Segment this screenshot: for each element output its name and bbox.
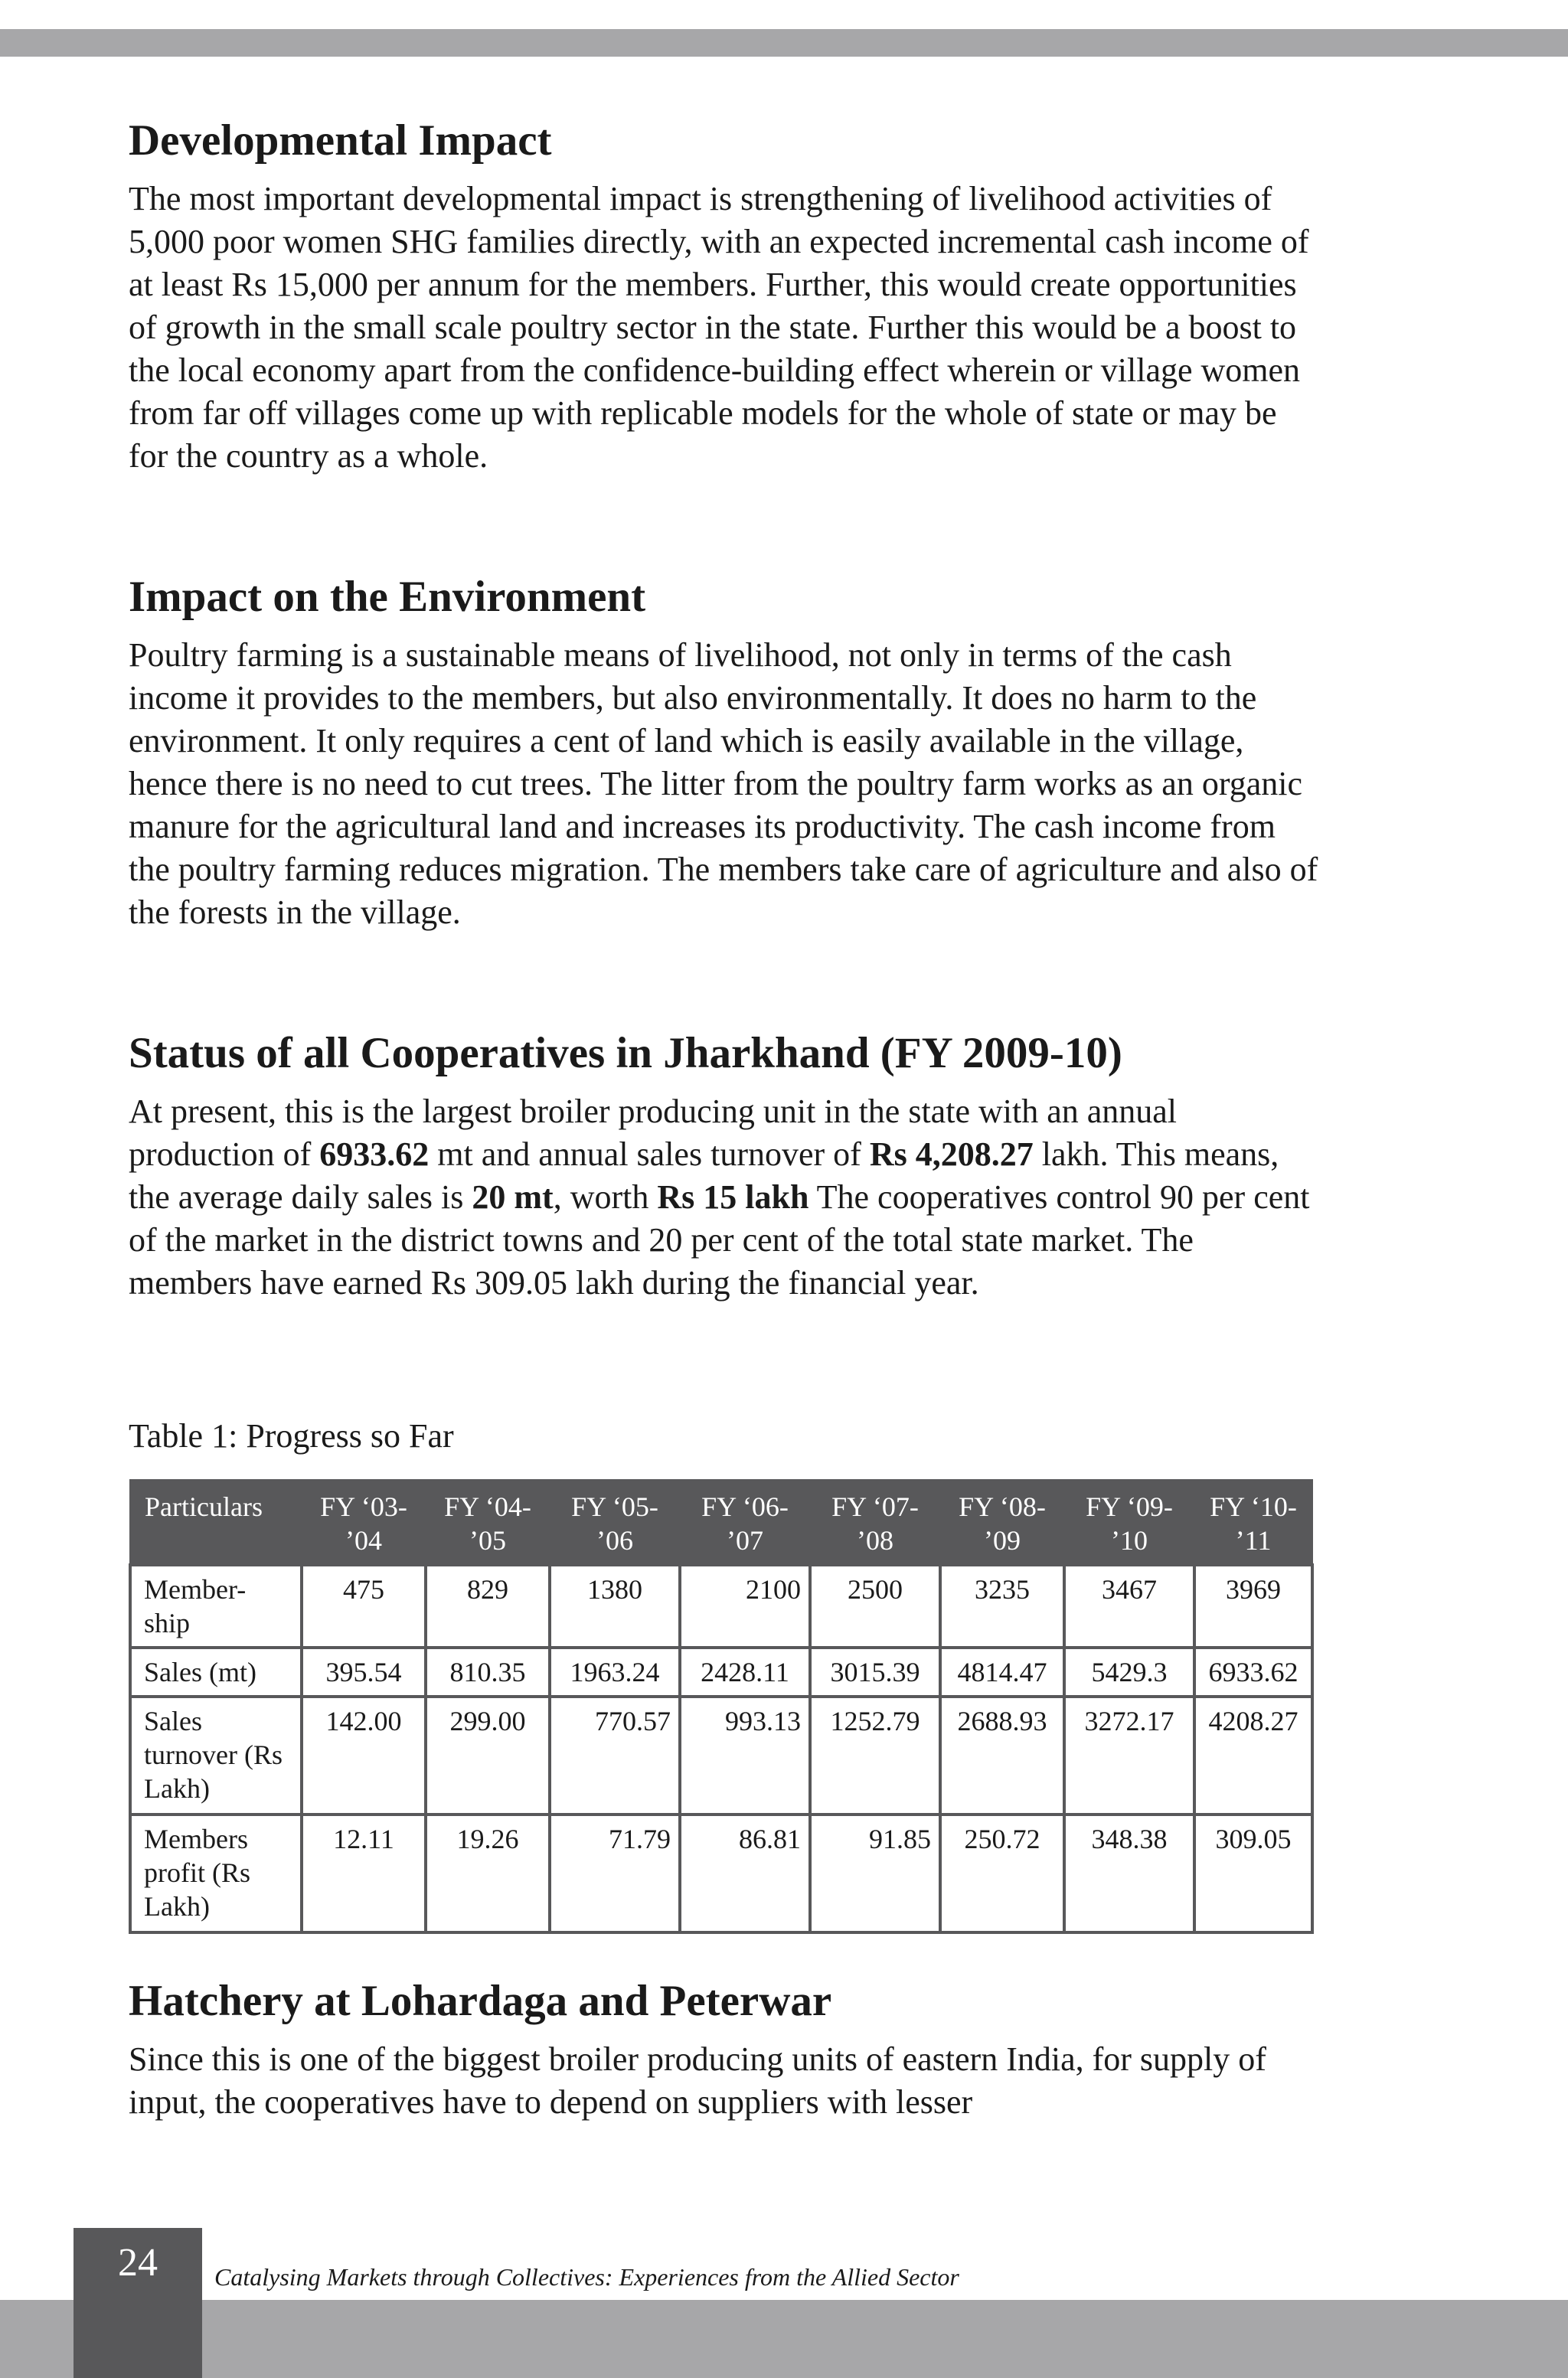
section-body bbox=[129, 1090, 1323, 1305]
table-cell: 2100 bbox=[680, 1565, 810, 1648]
bold-sales-turnover: Rs 4,208.27 bbox=[869, 1135, 1034, 1174]
column-header: FY ‘10- ’11 bbox=[1194, 1480, 1312, 1565]
section-heading: Impact on the Environment bbox=[129, 573, 646, 621]
column-header: Particulars bbox=[130, 1480, 302, 1565]
section-cooperatives-status bbox=[129, 1027, 1323, 1305]
table-cell: 4814.47 bbox=[940, 1648, 1064, 1697]
top-decorative-bar bbox=[0, 29, 1568, 57]
section-body: Poultry farming is a sustainable means of livelihood, not only in terms of the cash income it provides to the members, but also environmentally. It does no harm to the environment. It only requires a cent of land which is easily available in the village, hence there is no need to cut trees. The litter from the poultry farm works as an organic manure for the agricultural land and increases its productivity. The cash income from the poultry farming reduces migration. The members take care of agriculture and also of the forests in the village. bbox=[129, 636, 1318, 932]
progress-table-container bbox=[129, 1479, 1311, 1934]
table-cell: 299.00 bbox=[426, 1697, 550, 1815]
table-cell: 309.05 bbox=[1194, 1815, 1312, 1932]
row-label: Sales turnover (Rs Lakh) bbox=[130, 1697, 302, 1815]
column-header: FY ‘08- ’09 bbox=[940, 1480, 1064, 1565]
table-cell: 770.57 bbox=[550, 1697, 680, 1815]
section-body: Since this is one of the biggest broiler producing units of eastern India, for supply of input, the cooperatives have to depend on suppliers with lesser bbox=[129, 2040, 1266, 2122]
table-cell: 3015.39 bbox=[810, 1648, 940, 1697]
text-run: , worth bbox=[553, 1178, 658, 1217]
table-cell: 3235 bbox=[940, 1565, 1064, 1648]
table-cell: 71.79 bbox=[550, 1815, 680, 1932]
section-body: The most important developmental impact is strengthening of livelihood activities of 5,000 poor women SHG families directly, with an expected incremental cash income of at least Rs 15,000 per annum for the members. Further, this would create opportunities of growth in the small scale poultry sector in the state. Further this would be a boost to the local economy apart from the confidence-building effect wherein or village women from far off villages come up with replicable models for the whole of state or may be for the country as a whole. bbox=[129, 180, 1309, 475]
table-cell: 3272.17 bbox=[1064, 1697, 1194, 1815]
table-cell: 12.11 bbox=[302, 1815, 426, 1932]
table-cell: 993.13 bbox=[680, 1697, 810, 1815]
progress-table bbox=[129, 1479, 1314, 1934]
table-cell: 348.38 bbox=[1064, 1815, 1194, 1932]
table-cell: 6933.62 bbox=[1194, 1648, 1312, 1697]
table-cell: 2688.93 bbox=[940, 1697, 1064, 1815]
column-header: FY ‘04- ’05 bbox=[426, 1480, 550, 1565]
running-footer-title: Catalysing Markets through Collectives: Experiences from the Allied Sector bbox=[214, 2263, 959, 2291]
column-header: FY ‘09- ’10 bbox=[1064, 1480, 1194, 1565]
section-hatchery bbox=[129, 1975, 1323, 2124]
table-cell: 142.00 bbox=[302, 1697, 426, 1815]
table-cell: 1380 bbox=[550, 1565, 680, 1648]
table-cell: 395.54 bbox=[302, 1648, 426, 1697]
row-label: Members profit (Rs Lakh) bbox=[130, 1815, 302, 1932]
row-label: Sales (mt) bbox=[130, 1648, 302, 1697]
column-header: FY ‘06- ’07 bbox=[680, 1480, 810, 1565]
table-cell: 475 bbox=[302, 1565, 426, 1648]
bold-annual-production: 6933.62 bbox=[319, 1135, 430, 1174]
section-heading: Hatchery at Lohardaga and Peterwar bbox=[129, 1977, 832, 2025]
table-cell: 3969 bbox=[1194, 1565, 1312, 1648]
row-label: Member- ship bbox=[130, 1565, 302, 1648]
text-run: lakh. This means, the average daily sales is bbox=[129, 1135, 1279, 1217]
text-run: At present, this is the largest broiler producing unit in the state with an annual production of bbox=[129, 1093, 1178, 1174]
table-cell: 829 bbox=[426, 1565, 550, 1648]
table-cell: 19.26 bbox=[426, 1815, 550, 1932]
bold-daily-sales: 20 mt bbox=[472, 1178, 554, 1217]
table-cell: 3467 bbox=[1064, 1565, 1194, 1648]
table-caption: Table 1: Progress so Far bbox=[129, 1417, 454, 1455]
page-number: 24 bbox=[118, 2241, 158, 2285]
section-heading: Developmental Impact bbox=[129, 116, 552, 165]
table-cell: 86.81 bbox=[680, 1815, 810, 1932]
text-run: mt and annual sales turnover of bbox=[429, 1135, 870, 1174]
section-heading: Status of all Cooperatives in Jharkhand (FY 2009-10) bbox=[129, 1029, 1122, 1077]
column-header: FY ‘05- ’06 bbox=[550, 1480, 680, 1565]
bold-daily-worth: Rs 15 lakh bbox=[657, 1178, 809, 1217]
table-cell: 2428.11 bbox=[680, 1648, 810, 1697]
table-cell: 2500 bbox=[810, 1565, 940, 1648]
page-number-box bbox=[74, 2228, 202, 2378]
column-header: FY ‘03- ’04 bbox=[302, 1480, 426, 1565]
table-row bbox=[130, 1565, 1312, 1648]
text-run: The cooperatives control 90 per cent of the market in the district towns and 20 per cent of the total state market. The members have earned Rs 309.05 lakh during the financial year. bbox=[129, 1178, 1310, 1302]
section-developmental-impact bbox=[129, 115, 1323, 478]
table-row bbox=[130, 1815, 1312, 1932]
footer-decorative-bar bbox=[0, 2300, 1568, 2378]
table-cell: 1963.24 bbox=[550, 1648, 680, 1697]
table-cell: 810.35 bbox=[426, 1648, 550, 1697]
table-cell: 4208.27 bbox=[1194, 1697, 1312, 1815]
table-cell: 91.85 bbox=[810, 1815, 940, 1932]
section-environment-impact bbox=[129, 571, 1323, 934]
table-header-row bbox=[130, 1480, 1312, 1565]
table-cell: 250.72 bbox=[940, 1815, 1064, 1932]
column-header: FY ‘07- ’08 bbox=[810, 1480, 940, 1565]
table-row bbox=[130, 1648, 1312, 1697]
table-cell: 5429.3 bbox=[1064, 1648, 1194, 1697]
table-cell: 1252.79 bbox=[810, 1697, 940, 1815]
table-row bbox=[130, 1697, 1312, 1815]
